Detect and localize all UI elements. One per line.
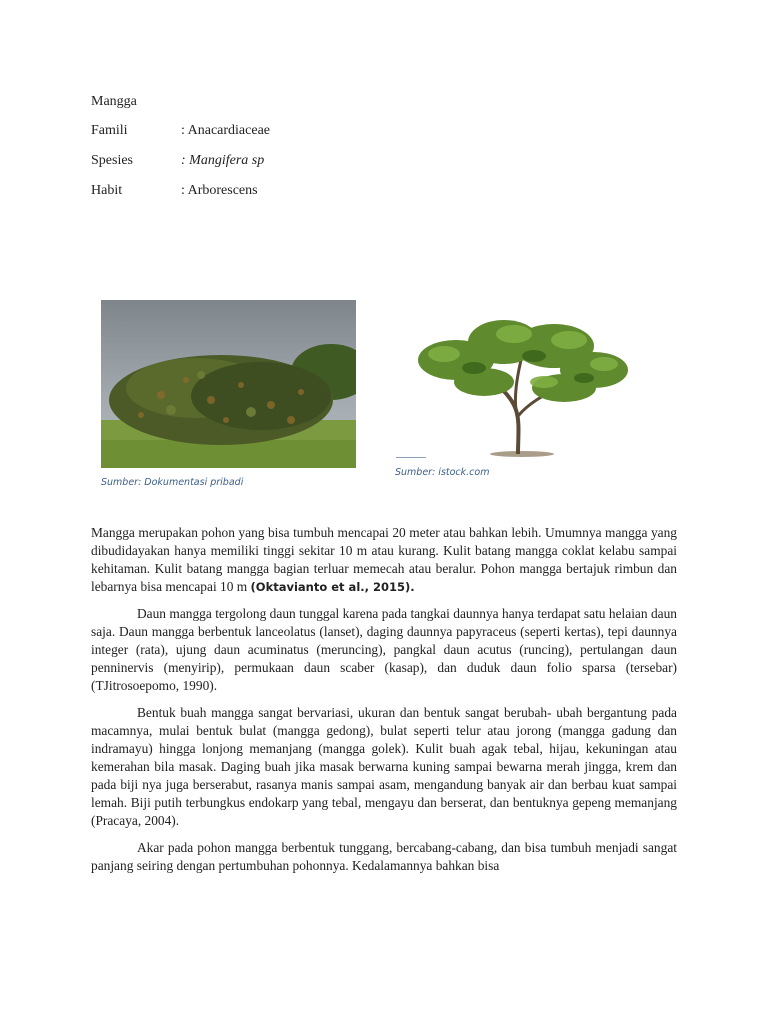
paragraph-1 (91, 524, 677, 596)
left-image-caption: Sumber: Dokumentasi pribadi (101, 477, 244, 488)
meta-value: : Arborescens (181, 183, 258, 198)
meta-value: : Mangifera sp (181, 153, 265, 168)
caption-rule (396, 457, 426, 458)
mango-tree-photo (101, 300, 356, 468)
body-text (91, 524, 677, 884)
paragraph-1-citation: (Oktavianto et al., 2015). (250, 580, 415, 594)
meta-row-habit (91, 183, 258, 199)
meta-key: Famili (91, 123, 128, 138)
paragraph-4: Akar pada pohon mangga berbentuk tunggang, bercabang-cabang, dan bisa tumbuh menjadi sangat panjang seiring dengan pertumbuhan pohonnya. Kedalamannya bahkan bisa (91, 840, 677, 873)
meta-key: Spesies (91, 153, 133, 168)
paragraph-3: Bentuk buah mangga sangat bervariasi, ukuran dan bentuk sangat berubah- ubah bergantung pada macamnya, mulai bentuk bulat (mangga gedong), bulat seperti telur atau jorong (mangga gadung dan indramayu) hingga lonjong memanjang (mangga golek). Kulit buah agak tebal, hijau, kekuningan atau kemerahan bila masak. Daging buah jika masak berwarna kuning sampai bewarna merah jingga, krem dan pada biji nya juga berserabut, rasanya manis sampai asam, mengandung banyak air dan berbau kuat sampai lemah. Biji putih terbungkus endokarp yang tebal, mengayu dan berserat, dan bentuknya gepeng memanjang (Pracaya, 2004). (91, 705, 677, 828)
meta-row-famili (91, 123, 270, 139)
right-image-caption: Sumber: istock.com (395, 467, 490, 478)
paragraph-2: Daun mangga tergolong daun tunggal karena pada tangkai daunnya hanya terdapat satu helaian daun saja. Daun mangga berbentuk lanceolatus (lanset), daging daunnya papyraceus (seperti kertas), tepi daunnya integer (rata), ujung daun acuminatus (meruncing), pangkal daun acutus (runcing), pertulangan daun penninervis (menyirip), permukaan daun scaber (kasap), dan duduk daun folio sparsa (tersebar) (TJitrosoepomo, 1990). (91, 606, 677, 693)
page-title: Mangga (91, 94, 137, 109)
meta-value: : Anacardiaceae (181, 123, 270, 138)
meta-key: Habit (91, 183, 123, 198)
meta-row-spesies (91, 153, 264, 169)
isolated-mango-tree-image (394, 312, 646, 460)
paragraph-1-text: Mangga merupakan pohon yang bisa tumbuh mencapai 20 meter atau bahkan lebih. Umumnya mangga yang dibudidayakan hanya memiliki tinggi sekitar 10 m atau kurang. Kulit batang mangga coklat kelabu sampai kehitaman. Kulit batang mangga bagian terluar memecah atau beralur. Pohon mangga bertajuk rimbun dan lebarnya bisa mencapai 10 m (91, 525, 677, 594)
